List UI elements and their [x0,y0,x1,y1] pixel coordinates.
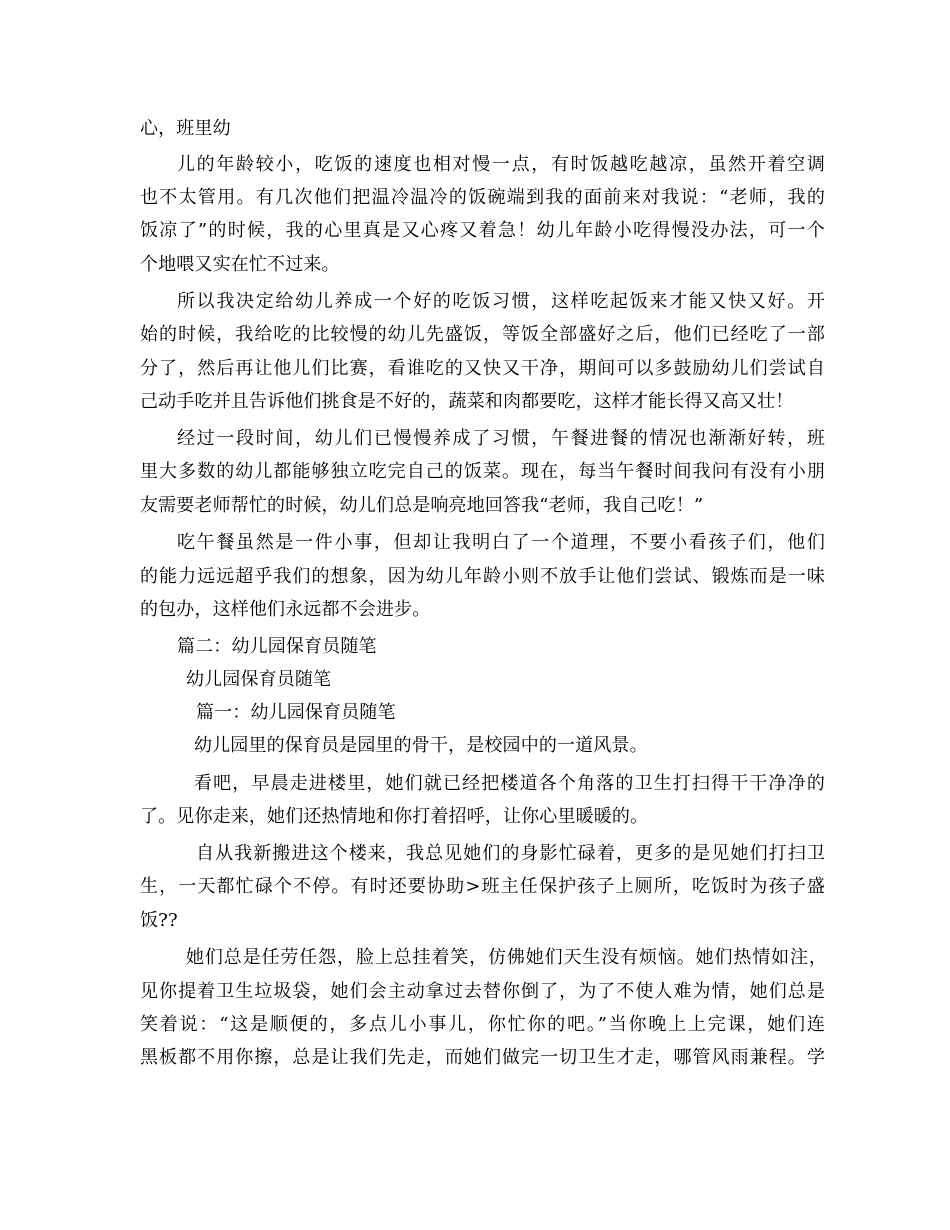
text-line-2: 儿的年龄较小，吃饭的速度也相对慢一点，有时饭越吃越凉，虽然开着空调 [177,154,825,175]
text-line-26: 见你提着卫生垃圾袋，她们会主动拿过去替你倒了，为了不使人难为情，她们总是 [140,981,825,1002]
text-line-5: 个地喂又实在忙不过来。 [140,254,340,275]
text-line-27: 笑着说：“这是顺便的，多点儿小事儿，你忙你的吧。”当你晚上上完课，她们连 [140,1014,825,1035]
text-line-19: 幼儿园里的保育员是园里的骨干，是校园中的一道风景。 [194,735,648,756]
text-line-7: 始的时候，我给吃的比较慢的幼儿先盛饭，等饭全部盛好之后，他们已经吃了一部 [140,324,825,345]
article-title: 幼儿园保育员随笔 [186,669,332,690]
text-line-24: 饭?? [140,910,178,931]
text-line-22: 自从我新搬进这个楼来，我总见她们的身影忙碌着，更多的是见她们打扫卫 [196,843,825,864]
text-line-13: 吃午餐虽然是一件小事，但却让我明白了一个道理，不要小看孩子们，他们 [177,532,825,553]
text-line-8: 分了，然后再让他儿们比赛，看谁吃的又快又干净，期间可以多鼓励幼儿们尝试自 [140,358,825,379]
text-line-21: 了。见你走来，她们还热情地和你打着招呼，让你心里暖暖的。 [140,806,649,827]
text-line-1: 心，班里幼 [140,118,231,139]
text-line-23: 生，一天都忙碌个不停。有时还要协助>班主任保护孩子上厕所，吃饭时为孩子盛 [140,876,825,897]
text-line-11: 里大多数的幼儿都能够独立吃完自己的饭菜。现在，每当午餐时间我问有没有小朋 [140,461,825,482]
text-line-4: 饭凉了”的时候，我的心里真是又心疼又着急！幼儿年龄小吃得慢没办法，可一个 [140,220,825,241]
text-line-25: 她们总是任劳任怨，脸上总挂着笑，仿佛她们天生没有烦恼。她们热情如注， [186,947,827,968]
text-line-12: 友需要老师帮忙的时候，幼儿们总是响亮地回答我“老师，我自己吃！” [140,495,704,516]
text-line-6: 所以我决定给幼儿养成一个好的吃饭习惯，这样吃起饭来才能又快又好。开 [177,291,825,312]
text-line-14: 的能力远远超乎我们的想象，因为幼儿年龄小则不放手让他们尝试、锻炼而是一味 [140,566,825,587]
text-line-9: 己动手吃并且告诉他们挑食是不好的，蔬菜和肉都要吃，这样才能长得又高又壮！ [140,391,794,412]
text-line-3: 也不太管用。有几次他们把温冷温冷的饭碗端到我的面前来对我说：“老师，我的 [140,187,825,208]
text-line-15: 的包办，这样他们永远都不会进步。 [140,599,431,620]
text-line-20: 看吧，早晨走进楼里，她们就已经把楼道各个角落的卫生打扫得干干净净的 [194,773,825,794]
section-heading-2: 篇二：幼儿园保育员随笔 [177,636,377,657]
section-heading-1: 篇一：幼儿园保育员随笔 [196,702,396,723]
text-line-10: 经过一段时间，幼儿们已慢慢养成了习惯，午餐进餐的情况也渐渐好转，班 [177,428,825,449]
text-line-28: 黑板都不用你擦，总是让我们先走，而她们做完一切卫生才走，哪管风雨兼程。学 [140,1047,825,1068]
